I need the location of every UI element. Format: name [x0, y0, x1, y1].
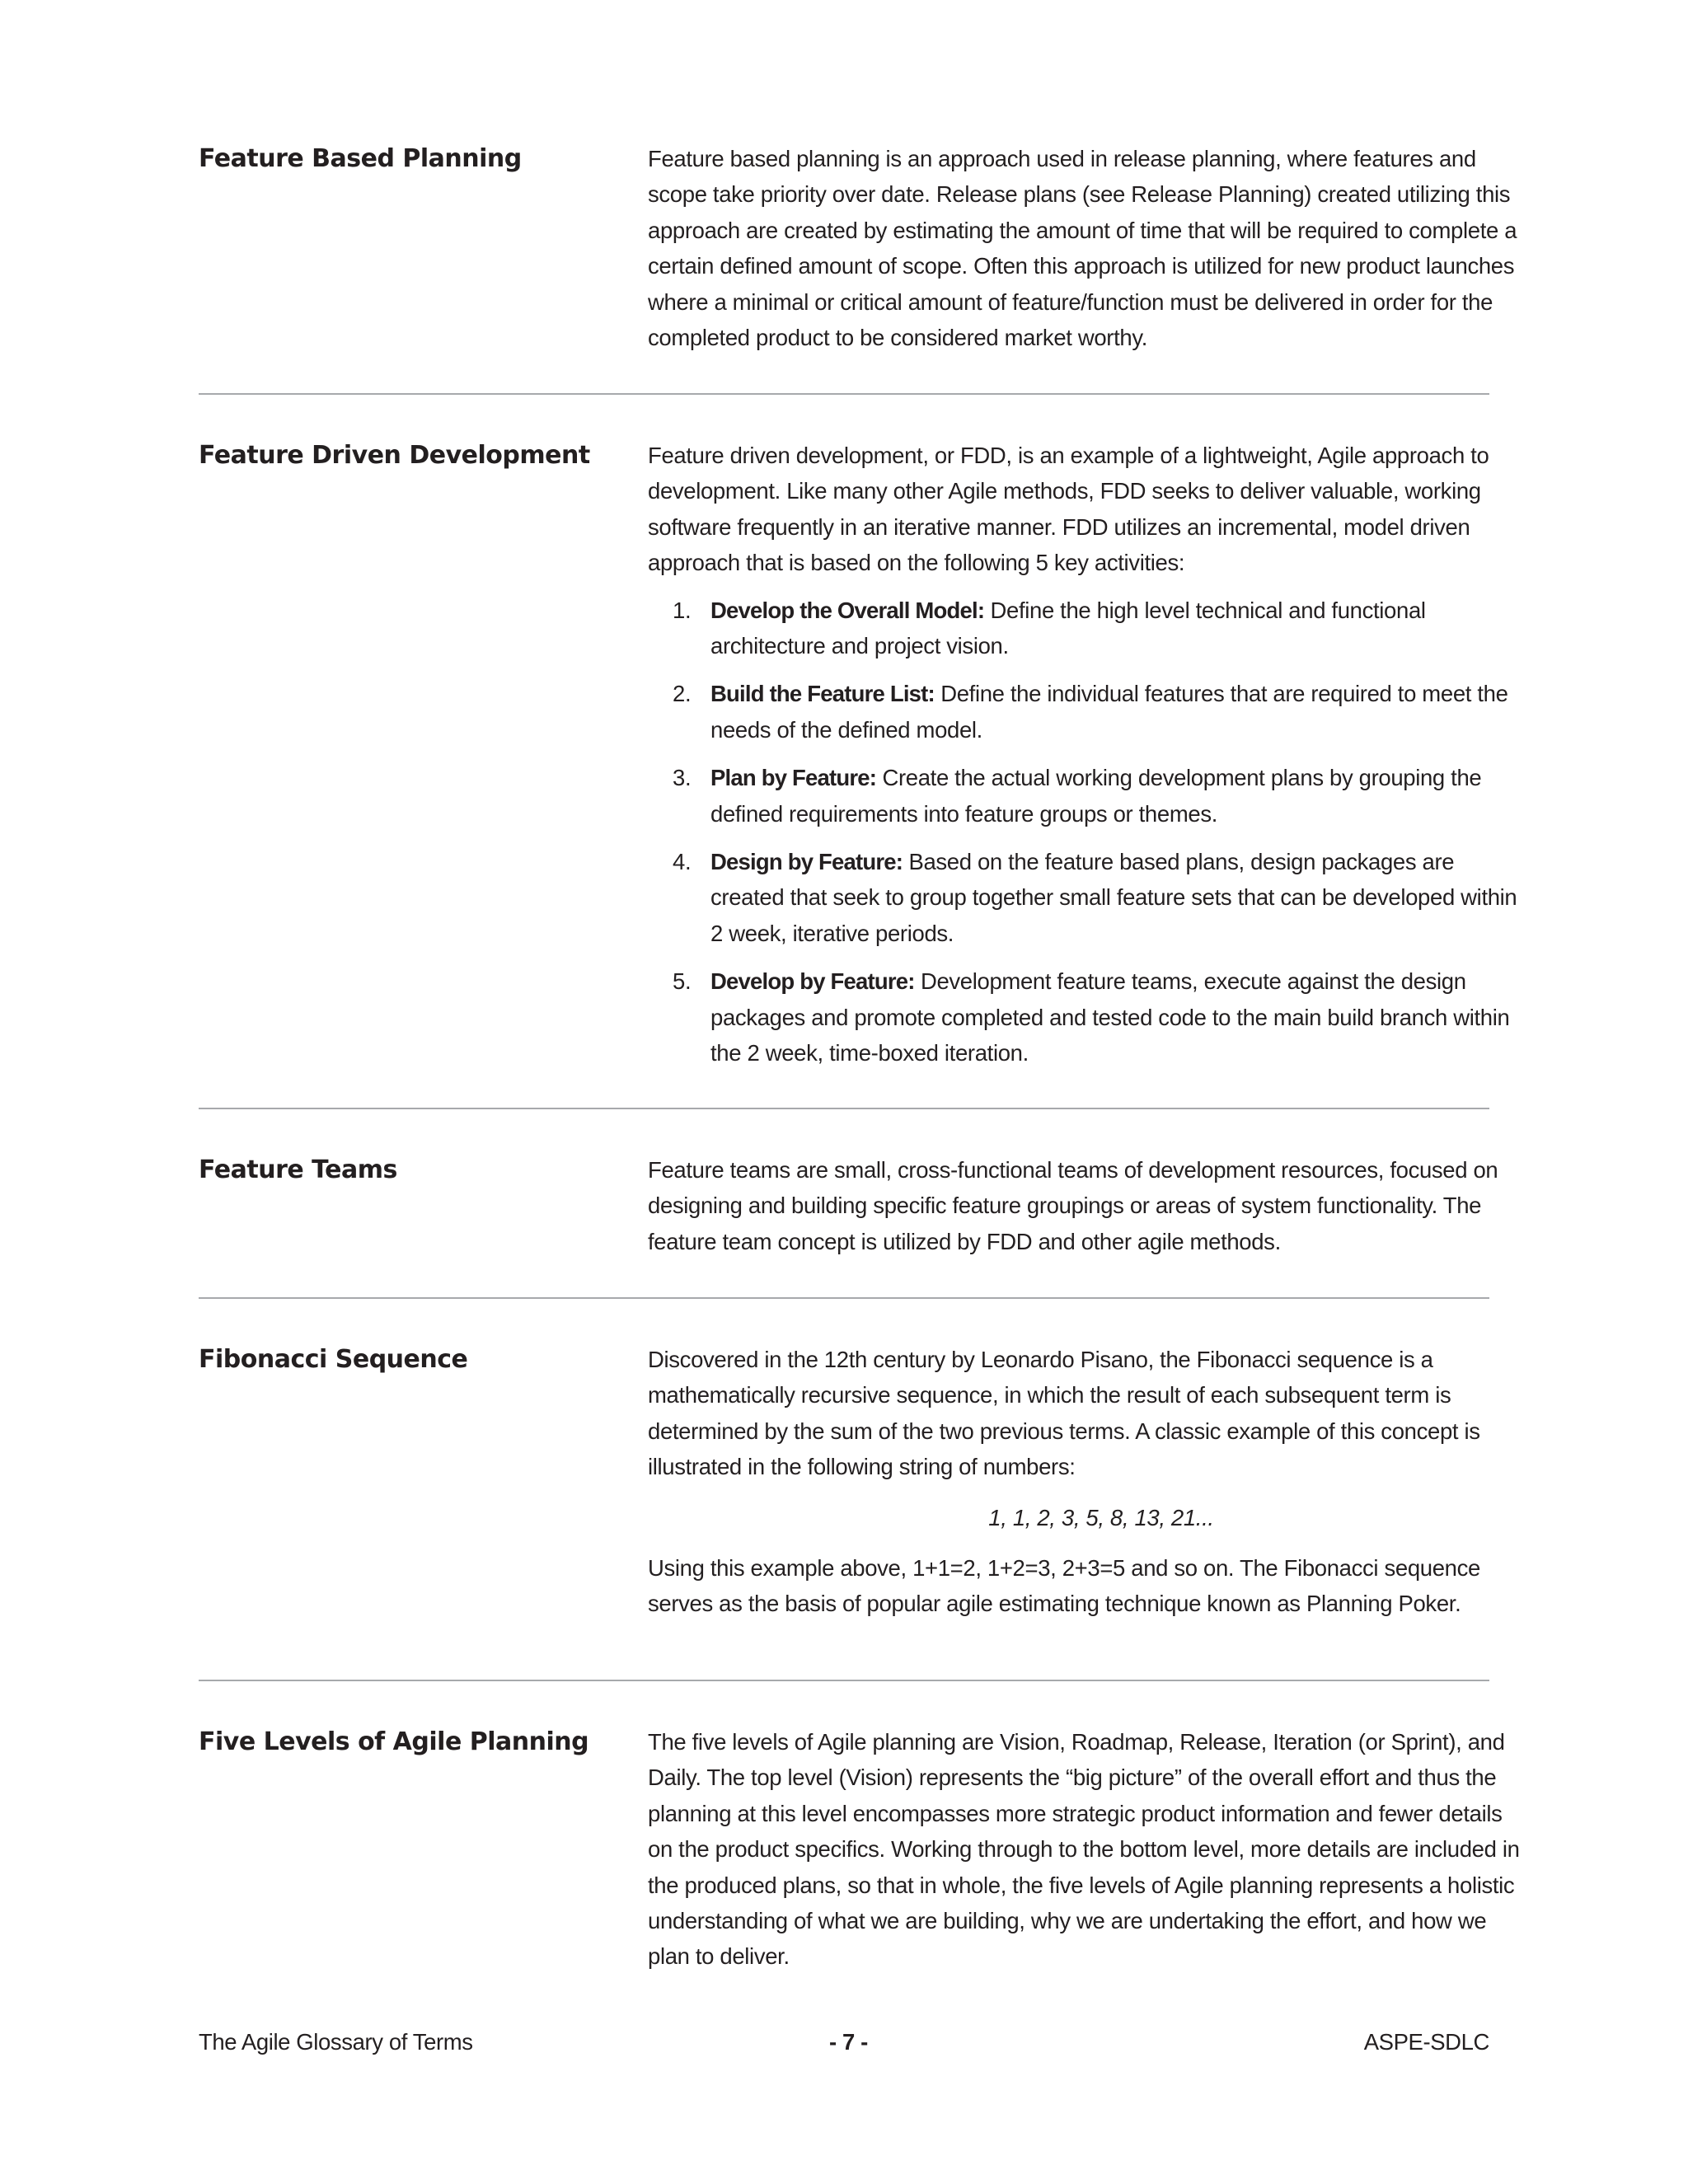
definition-paragraph: Feature teams are small, cross-functional teams of development resources, focused on designing and building specific feature groupings or areas of system functionality. The feature team concept is utilized by FDD and other agile methods. — [648, 1157, 1498, 1254]
definition-paragraph: Using this example above, 1+1=2, 1+2=3, 2+3=5 and so on. The Fibonacci sequence serves as the basis of popular agile estimating technique known as Planning Poker. — [648, 1555, 1480, 1617]
term-heading: Feature Based Planning — [199, 144, 522, 173]
list-item — [648, 676, 1530, 748]
list-item — [648, 760, 1530, 832]
term-heading: Fibonacci Sequence — [199, 1345, 468, 1374]
step-title: Plan by Feature: — [710, 765, 877, 791]
step-text: Define the individual features that are required to meet the needs of the defined model. — [710, 681, 1508, 743]
page-number: - 7 - — [829, 2029, 868, 2055]
list-item — [648, 593, 1530, 664]
step-text: Define the high level technical and functional architecture and project vision. — [710, 597, 1426, 659]
step-text: Development feature teams, execute against the design packages and promote completed and tested code to the main build branch within the 2 week, time-boxed iteration. — [710, 968, 1510, 1066]
divider — [199, 1108, 1489, 1109]
term-definition — [648, 141, 1530, 355]
step-title: Build the Feature List: — [710, 681, 935, 707]
list-item — [648, 963, 1530, 1071]
definition-paragraph: The five levels of Agile planning are Vision, Roadmap, Release, Iteration (or Sprint), and Daily. The top level (Vision) represents the “big picture” of the overall effort and thus the planning at this level encompasses more strategic product information and fewer details on the product specifics. Working through to the bottom level, more details are included in the produced plans, so that in whole, the five levels of Agile planning represents a holistic understanding of what we are building, why we are undertaking the effort, and how we plan to deliver. — [648, 1729, 1520, 1970]
term-definition — [648, 1342, 1530, 1622]
step-title: Develop the Overall Model: — [710, 597, 985, 623]
list-number: 2. — [673, 681, 692, 707]
step-text: Based on the feature based plans, design packages are created that seek to group together small feature sets that can be developed within 2 week, iterative periods. — [710, 849, 1517, 946]
activity-list — [648, 593, 1530, 1071]
step-title: Develop by Feature: — [710, 968, 915, 995]
term-definition — [648, 1724, 1530, 1975]
list-number: 5. — [673, 968, 692, 995]
list-number: 3. — [673, 765, 692, 791]
definition-paragraph: Feature driven development, or FDD, is an example of a lightweight, Agile approach to development. Like many other Agile methods, FDD seeks to deliver valuable, working software frequently in an iterative manner. FDD utilizes an incremental, model driven approach that is based on the following 5 key activities: — [648, 443, 1489, 576]
term-heading: Five Levels of Agile Planning — [199, 1727, 589, 1756]
definition-paragraph: Feature based planning is an approach used in release planning, where features and scope take priority over date. Release plans (see Release Planning) created utilizing this approach are created by estimating the amount of time that will be required to complete a certain defined amount of scope. Often this approach is utilized for new product launches where a minimal or critical amount of feature/function must be delivered in order for the completed product to be considered market worthy. — [648, 146, 1517, 351]
term-heading: Feature Driven Development — [199, 441, 590, 470]
step-text: Create the actual working development plans by grouping the defined requirements into feature groups or themes. — [710, 765, 1482, 827]
definition-paragraph: Discovered in the 12th century by Leonardo Pisano, the Fibonacci sequence is a mathematically recursive sequence, in which the result of each subsequent term is determined by the sum of the two previous terms. A classic example of this concept is illustrated in the following string of numbers: — [648, 1347, 1480, 1480]
footer-document-title: The Agile Glossary of Terms — [199, 2029, 473, 2055]
divider — [199, 1680, 1489, 1681]
term-definition — [648, 438, 1530, 1084]
list-number: 4. — [673, 849, 692, 875]
step-title: Design by Feature: — [710, 849, 903, 875]
list-number: 1. — [673, 597, 692, 623]
divider — [199, 393, 1489, 395]
term-heading: Feature Teams — [199, 1155, 397, 1184]
list-item — [648, 844, 1530, 951]
fibonacci-example: 1, 1, 2, 3, 5, 8, 13, 21... — [988, 1504, 1214, 1530]
divider — [199, 1297, 1489, 1299]
term-definition — [648, 1152, 1530, 1259]
footer-publisher: ASPE-SDLC — [1363, 2029, 1489, 2055]
